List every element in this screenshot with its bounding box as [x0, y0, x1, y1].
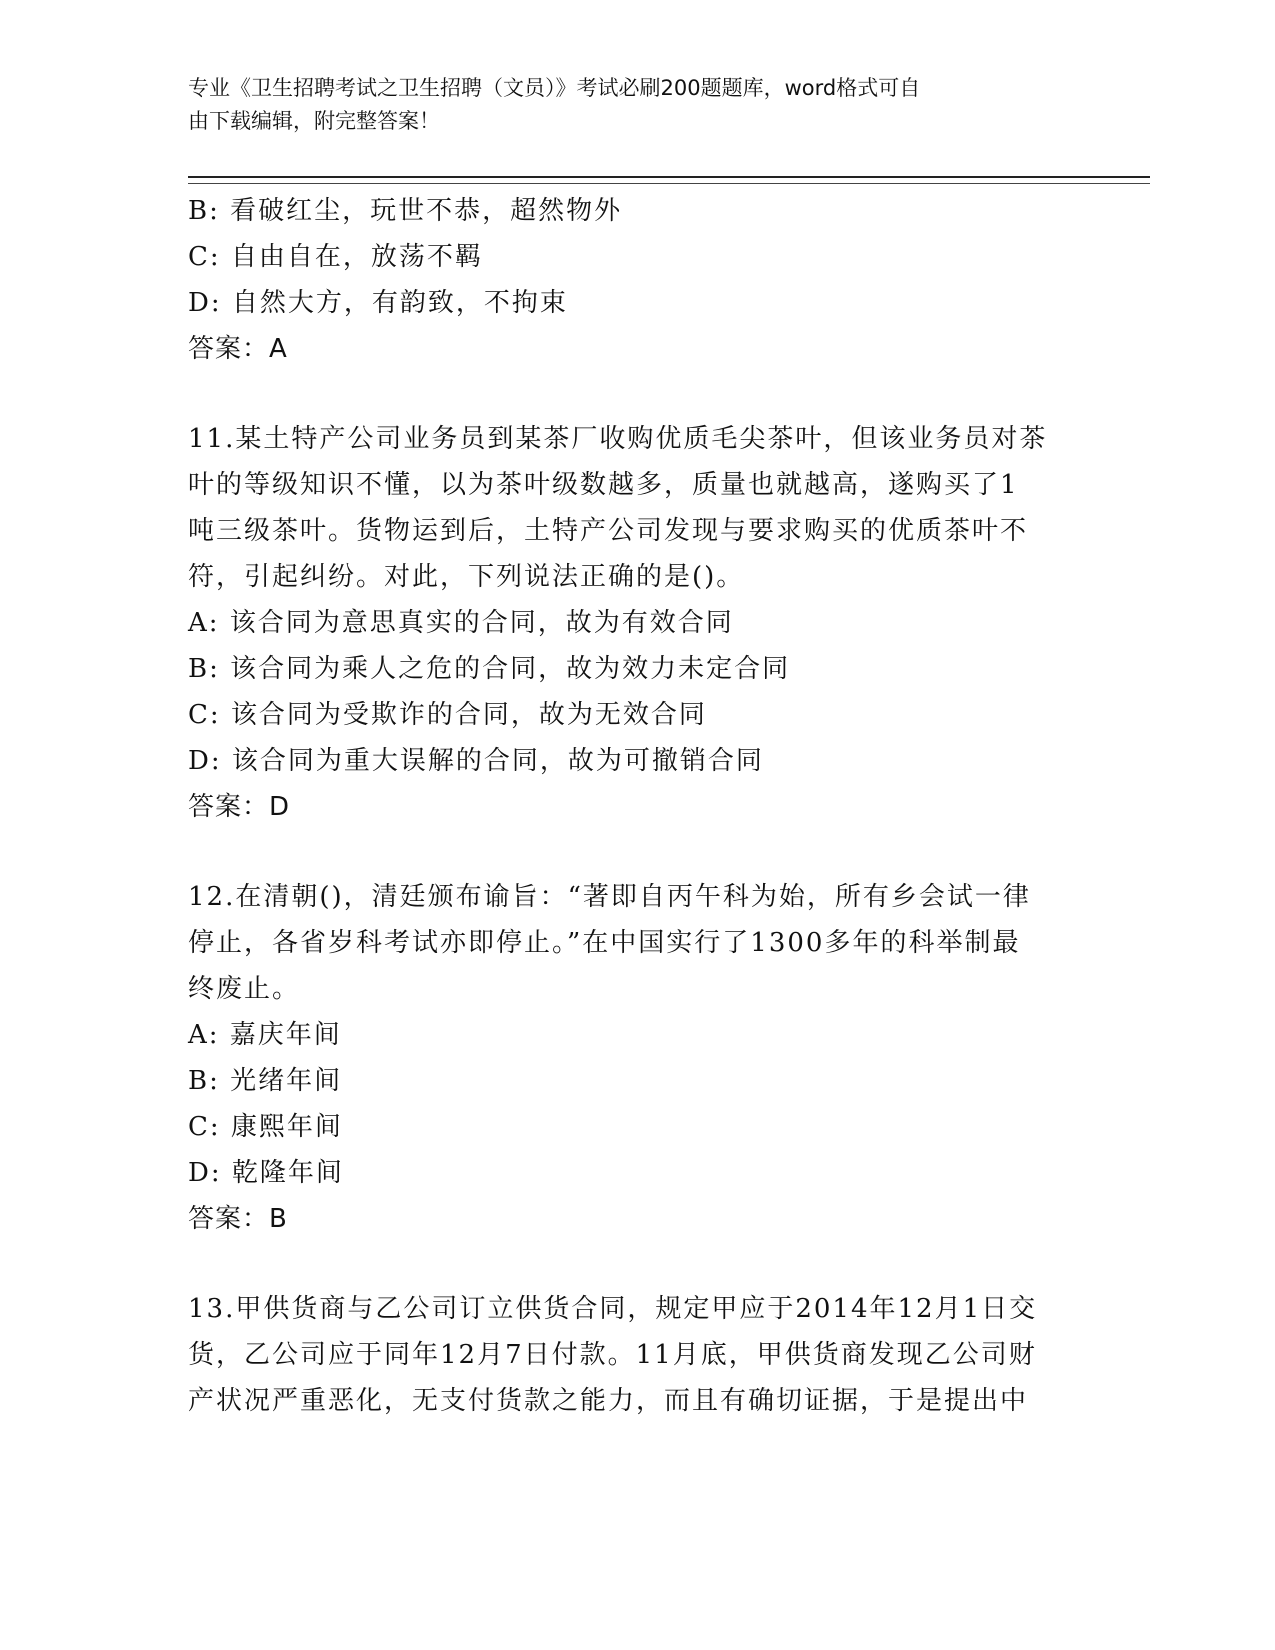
question-gap	[188, 1242, 1078, 1286]
question-stem-line: 叶的等级知识不懂，以为茶叶级数越多，质量也就越高，遂购买了1	[188, 470, 1019, 500]
option-d: D: 该合同为重大误解的合同，故为可撤销合同	[188, 746, 764, 776]
option-c: C: 康熙年间	[188, 1112, 343, 1142]
question-gap	[188, 372, 1078, 416]
question-block-11	[188, 416, 1078, 830]
question-block-13	[188, 1286, 1078, 1424]
document-body	[188, 188, 1078, 1424]
question-stem-line: 11.某土特产公司业务员到某茶厂收购优质毛尖茶叶，但该业务员对茶	[188, 424, 1048, 454]
question-stem-line: 吨三级茶叶。货物运到后，土特产公司发现与要求购买的优质茶叶不	[188, 516, 1029, 546]
question-gap	[188, 830, 1078, 874]
option-b: B: 该合同为乘人之危的合同，故为效力未定合同	[188, 654, 791, 684]
option-a: A: 嘉庆年间	[188, 1020, 342, 1050]
document-header	[188, 72, 1068, 138]
question-stem-line: 停止，各省岁科考试亦即停止。”在中国实行了1300多年的科举制最	[188, 928, 1021, 958]
option-d: D: 自然大方，有韵致，不拘束	[188, 288, 568, 318]
answer-line: 答案：D	[188, 792, 291, 822]
question-stem-line: 12.在清朝()，清廷颁布谕旨：“著即自丙午科为始，所有乡会试一律	[188, 882, 1031, 912]
answer-line: 答案：A	[188, 334, 288, 364]
question-stem-line: 符，引起纠纷。对此，下列说法正确的是()。	[188, 562, 745, 592]
option-b: B: 看破红尘，玩世不恭，超然物外	[188, 196, 623, 226]
option-d: D: 乾隆年间	[188, 1158, 344, 1188]
header-title-line-1: 专业《卫生招聘考试之卫生招聘（文员）》考试必刷200题题库，word格式可自	[188, 76, 921, 100]
question-stem-line: 终废止。	[188, 974, 301, 1004]
question-stem-line: 产状况严重恶化，无支付货款之能力，而且有确切证据，于是提出中	[188, 1386, 1029, 1416]
header-rule-thin	[188, 183, 1150, 184]
option-b: B: 光绪年间	[188, 1066, 343, 1096]
option-a: A: 该合同为意思真实的合同，故为有效合同	[188, 608, 734, 638]
header-title-line-2: 由下载编辑，附完整答案！	[188, 109, 440, 133]
answer-line: 答案：B	[188, 1204, 288, 1234]
option-c: C: 该合同为受欺诈的合同，故为无效合同	[188, 700, 707, 730]
question-stem-line: 货，乙公司应于同年12月7日付款。11月底，甲供货商发现乙公司财	[188, 1340, 1037, 1370]
option-c: C: 自由自在，放荡不羁	[188, 242, 483, 272]
question-stem-line: 13.甲供货商与乙公司订立供货合同，规定甲应于2014年12月1日交	[188, 1294, 1038, 1324]
header-rule-thick	[188, 176, 1150, 178]
question-block-previous	[188, 188, 1078, 372]
question-block-12	[188, 874, 1078, 1242]
